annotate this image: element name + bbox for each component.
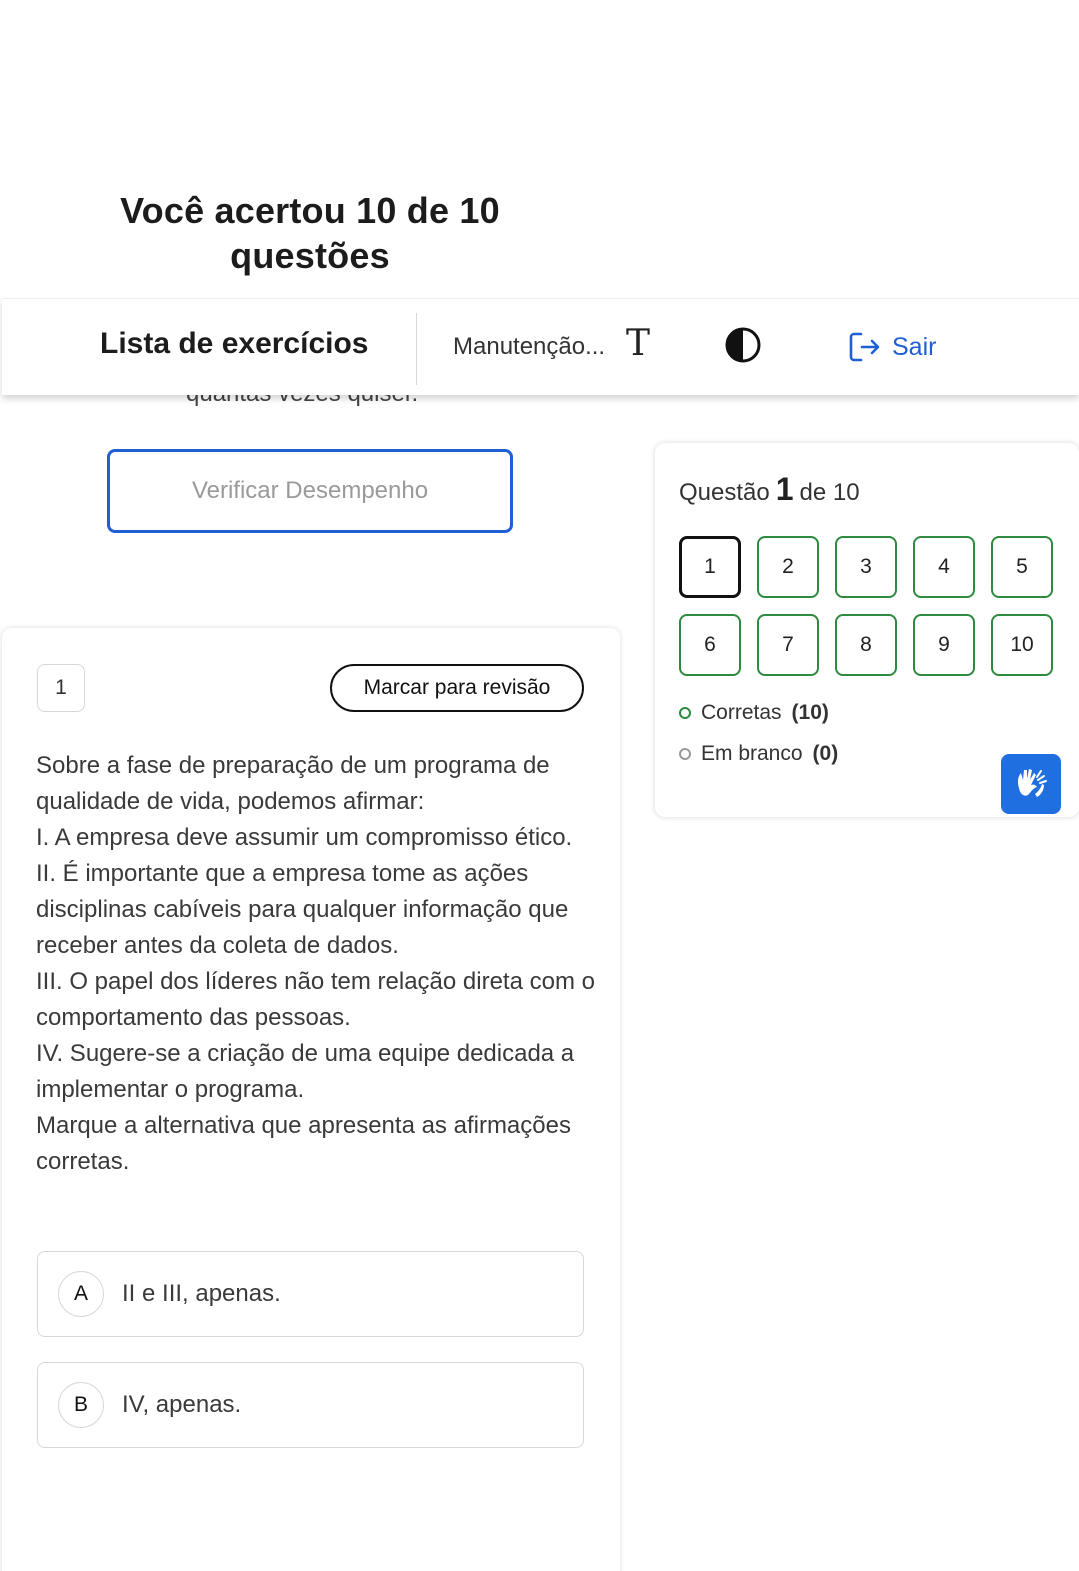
legend-correct — [679, 701, 829, 725]
blank-dot-icon — [679, 748, 691, 760]
logout-label: Sair — [892, 332, 937, 361]
question-button-3[interactable]: 3 — [835, 536, 897, 598]
legend-blank — [679, 742, 838, 766]
legend-label: Corretas — [701, 701, 782, 724]
contrast-icon[interactable] — [725, 327, 761, 363]
question-button-1[interactable]: 1 — [679, 536, 741, 598]
option-letter: B — [58, 1382, 104, 1428]
verify-performance-button[interactable]: Verificar Desempenho — [107, 449, 513, 533]
logout-button[interactable] — [848, 329, 936, 365]
question-grid — [679, 536, 1053, 676]
question-counter-suffix: de 10 — [799, 479, 860, 506]
course-name[interactable]: Manutenção... — [453, 333, 606, 360]
question-statement: Sobre a fase de preparação de um programa de qualidade de vida, podemos afirmar: — [36, 752, 550, 815]
question-item-1: I. A empresa deve assumir um compromisso ético. — [36, 824, 573, 851]
question-item-4: IV. Sugere-se a criação de uma equipe dedicada a implementar o programa. — [36, 1040, 575, 1103]
option-letter: A — [58, 1271, 104, 1317]
legend-count: (10) — [791, 701, 829, 724]
top-bar — [2, 298, 1079, 395]
sign-language-accessibility-button[interactable] — [1001, 754, 1061, 814]
answer-option-a[interactable] — [37, 1251, 584, 1337]
result-title: Você acertou 10 de 10 questões — [120, 190, 500, 276]
question-button-2[interactable]: 2 — [757, 536, 819, 598]
question-counter — [679, 471, 860, 508]
question-button-8[interactable]: 8 — [835, 614, 897, 676]
page-title: Lista de exercícios — [100, 327, 369, 360]
question-instruction: Marque a alternativa que apresenta as afirmações corretas. — [36, 1112, 571, 1175]
question-button-9[interactable]: 9 — [913, 614, 975, 676]
mark-for-review-button[interactable]: Marcar para revisão — [330, 664, 584, 712]
topbar-divider — [416, 313, 417, 385]
question-button-6[interactable]: 6 — [679, 614, 741, 676]
sign-language-hands-icon — [1011, 764, 1051, 804]
question-item-3: III. O papel dos líderes não tem relação direta com o comportamento das pessoas. — [36, 968, 595, 1031]
question-button-7[interactable]: 7 — [757, 614, 819, 676]
question-button-4[interactable]: 4 — [913, 536, 975, 598]
question-button-10[interactable]: 10 — [991, 614, 1053, 676]
question-counter-prefix: Questão — [679, 479, 770, 506]
question-item-2: II. É importante que a empresa tome as ações disciplinas cabíveis para qualquer informação que receber antes da coleta de dados. — [36, 860, 569, 959]
question-card — [2, 628, 620, 1571]
legend-count: (0) — [812, 742, 839, 765]
question-counter-current: 1 — [775, 471, 794, 507]
correct-dot-icon — [679, 707, 691, 719]
font-size-icon[interactable]: T — [626, 323, 651, 364]
option-text: II e III, apenas. — [122, 1280, 281, 1307]
question-button-5[interactable]: 5 — [991, 536, 1053, 598]
logout-icon — [848, 330, 882, 364]
option-text: IV, apenas. — [122, 1391, 242, 1418]
legend-label: Em branco — [701, 742, 803, 765]
answer-option-b[interactable] — [37, 1362, 584, 1448]
question-number-badge: 1 — [37, 664, 85, 712]
question-text — [36, 748, 596, 1180]
